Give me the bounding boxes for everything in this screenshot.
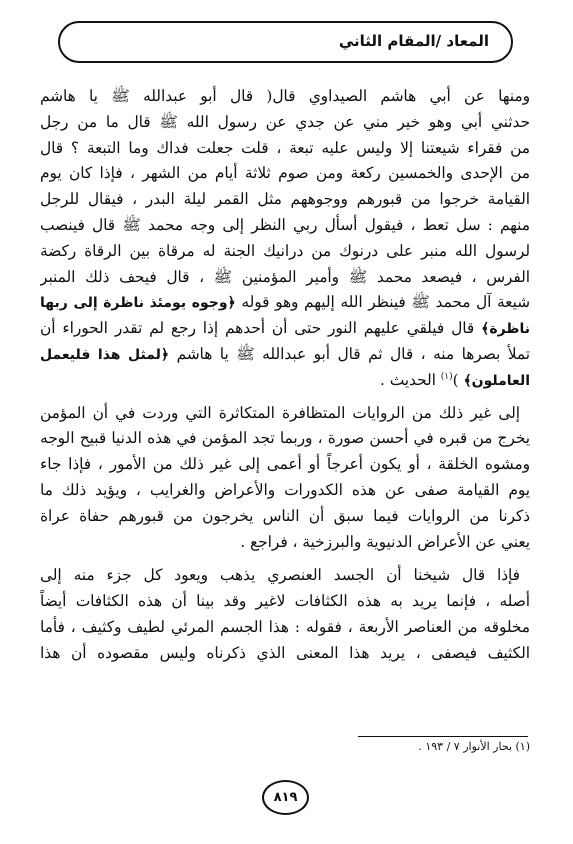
text-line-1: ومنها عن أبي هاشم الصيداوي قال( قال أبو عبدالله ﷺ يا هاشم xyxy=(40,87,530,105)
para3-line-4: الكثيف فيصفى ، يريد هذا المعنى الذي ذكرناه وليس مقصوده أن هذا xyxy=(40,643,530,662)
para2-line-5: ذكرنا من الروايات فيما سبق أن الناس يخرجون من قبورهم حفاة عراة xyxy=(40,506,530,525)
page-body xyxy=(40,84,530,667)
text-line-4: من الإحدى والخمسين ركعة ومن صوم ثلاثة أيام من الشهر ، فإذا كان يوم xyxy=(40,164,530,183)
para2-line-3: ومشوه الخلقة ، أو يكون أعرجاً أو أعمى إلى غير ذلك من الأمور ، فإذا جاء xyxy=(40,455,530,474)
page-number: ٨١٩ xyxy=(262,780,309,815)
quran-verse-2-end: العاملون﴾ xyxy=(463,372,530,389)
footnote-divider xyxy=(358,736,528,737)
quran-verse-1-end: ناظرة﴾ xyxy=(481,321,530,338)
para2-line-4: يوم القيامة صفى عن هذه الكدورات والأعراض والغرايب ، ويؤيد ذلك ما xyxy=(40,480,530,499)
text-line-3: من فقراء شيعتنا إلا وليس عليه تبعة ، قلت جعلت فداك وما التبعة ؟ قال xyxy=(40,138,530,157)
footnote-marker: (١) xyxy=(440,371,453,382)
para2-line-6: يعني عن الأعراض الدنيوية والبرزخية ، فراجع . xyxy=(240,532,530,551)
text-line-9 xyxy=(40,290,530,316)
text-line-11-prefix: تملأ بصرها منه ، قال ثم قال أبو عبدالله ﷺ يا هاشم xyxy=(176,344,530,363)
footnote: (١) بحار الأنوار ٧ / ١٩٣ . xyxy=(418,740,530,753)
text-line-6: منهم : سل تعط ، فيقول أسأل ربي النظر إلى وجه محمد ﷺ قال فينصب xyxy=(40,215,530,234)
text-line-12-end: الحديث . xyxy=(380,370,436,389)
para2-line-1: إلى غير ذلك من الروايات المتظافرة المتكاثرة التي وردت في أن المؤمن xyxy=(40,403,520,422)
text-line-2: حدثني أبي وهو خير مني عن جدي عن رسول الله ﷺ قال ما من رجل xyxy=(40,112,530,131)
para3-line-1: فإذا قال شيخنا أن الجسد العنصري يذهب ويعود كل جزء منه إلى xyxy=(40,566,520,585)
text-line-7: لرسول الله منبر على درنوك من درانيك الجنة له مرقاة بين الرقاة ركضة xyxy=(40,241,530,260)
running-header xyxy=(58,21,513,63)
quran-verse-2-start: ﴿لمثل هذا فليعمل xyxy=(40,346,170,363)
para3-line-3: مخلوقه من العناصر الأربعة ، فقوله : هذا الجسم المرئي لطيف وكثيف ، فأما xyxy=(40,617,530,636)
text-line-12 xyxy=(40,368,530,394)
header-title: المعاد /المقام الثاني xyxy=(338,32,489,50)
para2-line-2: يخرج من قبره في أحسن صورة ، وربما تجد المؤمن في هذه الدنيا قبيح الوجه xyxy=(40,429,530,448)
text-line-11 xyxy=(40,342,530,368)
text-line-5: القيامة خرجوا من قبورهم ووجوههم مثل القمر ليلة البدر ، فيقال للرجل xyxy=(40,190,530,209)
text-line-8: الفرس ، فيصعد محمد ﷺ وأمير المؤمنين ﷺ ، قال فيحف ذلك المنبر xyxy=(40,267,530,286)
text-line-10-rest: قال فيلقي عليهم النور حتى أن أحدهم إذا رجع لم تقدر الحوراء أن xyxy=(40,319,475,338)
para3-line-2: أصله ، فإنما يريد به هذه الكثافات لاغير وقد بينا أن هذه الكثافات أيضاً xyxy=(40,592,530,611)
text-line-9-prefix: شيعة آل محمد ﷺ فينظر الله إليهم وهو قوله xyxy=(241,293,530,312)
closing-paren: ) xyxy=(452,370,459,389)
quran-verse-1-start: ﴿وجوه يومئذ ناظرة إلى ربها xyxy=(40,295,236,312)
text-line-10 xyxy=(40,316,530,342)
